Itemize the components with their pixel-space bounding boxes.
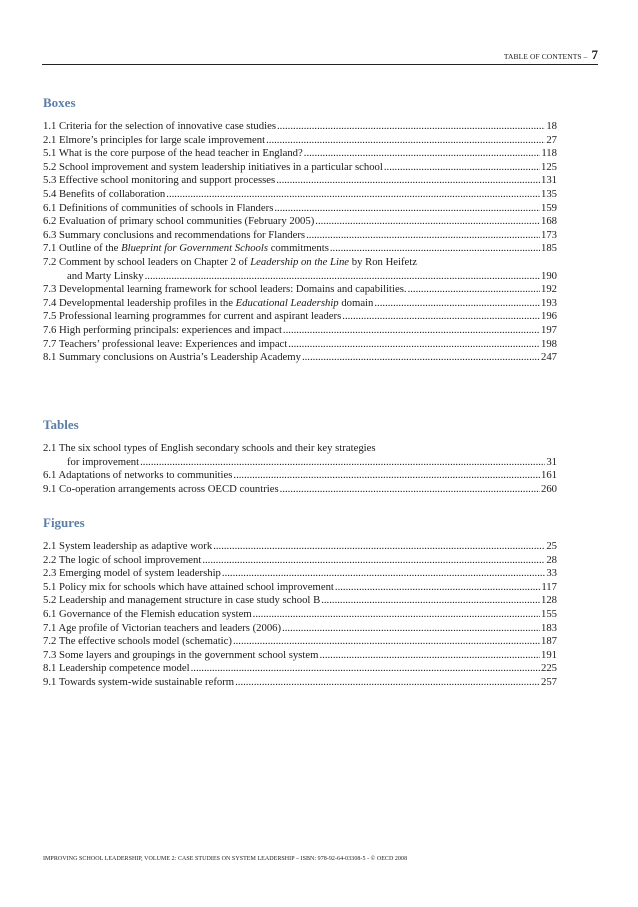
entry-page: 196	[540, 310, 557, 323]
tables-section	[43, 417, 557, 496]
entry-label	[43, 134, 265, 148]
toc-entry	[43, 676, 557, 690]
entry-text-pre: Developmental leadership profiles in the	[59, 296, 236, 309]
entry-page: 198	[540, 337, 557, 350]
entry-label	[43, 554, 201, 568]
toc-entry-row	[43, 297, 557, 311]
entry-text: Criteria for the selection of innovative case studies	[59, 120, 276, 132]
entry-number: 2.3	[43, 567, 57, 580]
entry-number: 2.1	[43, 442, 57, 454]
entry-page: 168	[540, 215, 557, 228]
entry-text: Effective school monitoring and support processes	[59, 174, 276, 187]
entry-page: 27	[546, 133, 557, 146]
entry-label	[43, 202, 273, 216]
entry-number: 2.2	[43, 553, 57, 566]
header-title: TABLE OF CONTENTS –	[503, 52, 588, 61]
entry-number: 7.4	[43, 296, 57, 309]
entry-page: 191	[540, 648, 557, 661]
tables-list	[43, 442, 557, 496]
entry-label	[43, 581, 334, 595]
entry-page: 173	[540, 228, 557, 241]
entry-text-italic: Leadership on the Line	[250, 255, 350, 268]
entry-text: The effective schools model (schematic)	[58, 635, 232, 648]
entry-label	[43, 297, 373, 311]
toc-entry-row	[43, 147, 557, 161]
entry-number: 7.3	[43, 283, 57, 296]
entry-text: System leadership as adaptive work	[59, 540, 213, 552]
toc-entry-row	[43, 202, 557, 216]
entry-number: 2.1	[43, 133, 57, 146]
entry-label	[43, 622, 281, 636]
entry-text: Developmental learning framework for school leaders: Domains and capabilities.	[59, 283, 407, 296]
toc-entry-row	[43, 188, 557, 202]
entry-text: Policy mix for schools which have attained school improvement	[59, 580, 334, 593]
entry-page: 192	[540, 283, 557, 296]
entry-text: What is the core purpose of the head teacher in England?	[58, 147, 303, 160]
entry-text-post: commitments	[268, 242, 329, 255]
dot-leader	[233, 469, 540, 483]
dot-leader	[276, 174, 540, 188]
dot-leader	[253, 608, 540, 622]
entry-label	[43, 540, 212, 554]
entry-page: 118	[541, 147, 557, 160]
entry-number: 7.1	[43, 621, 57, 634]
entry-label	[43, 283, 407, 297]
entry-page: 197	[540, 323, 557, 336]
boxes-section	[43, 95, 557, 365]
toc-entry	[43, 635, 557, 649]
entry-label	[43, 594, 320, 608]
entry-page: 183	[540, 621, 557, 634]
entry-page: 193	[540, 296, 557, 309]
entry-label	[43, 215, 314, 229]
entry-page: 257	[540, 675, 557, 688]
entry-label	[43, 567, 221, 581]
toc-entry-row	[43, 229, 557, 243]
toc-entry	[43, 161, 557, 175]
entry-text: Professional learning programmes for current and aspirant leaders	[59, 310, 342, 323]
entry-text: Benefits of collaboration	[59, 187, 166, 200]
entry-label	[43, 188, 165, 202]
entry-page: 161	[540, 469, 557, 482]
dot-leader	[319, 649, 540, 663]
running-header	[504, 47, 598, 63]
entry-page: 187	[540, 635, 557, 648]
toc-entry-row	[43, 662, 557, 676]
entry-page: 18	[546, 120, 557, 132]
dot-leader	[166, 188, 540, 202]
entry-number: 6.3	[43, 228, 57, 241]
entry-continuation: for improvement	[67, 455, 140, 468]
entry-page: 25	[546, 540, 557, 552]
entry-number: 6.1	[43, 201, 57, 214]
header-rule	[42, 64, 598, 65]
section-title-figures: Figures	[43, 515, 85, 530]
dot-leader	[282, 622, 540, 636]
dot-leader	[280, 483, 540, 497]
entry-text: Adaptations of networks to communities	[58, 469, 233, 482]
toc-entry	[43, 594, 557, 608]
entry-page: 155	[540, 607, 557, 620]
dot-leader	[315, 215, 540, 229]
toc-entry-row	[43, 554, 557, 568]
entry-text: Leadership and management structure in case study school B	[59, 594, 321, 607]
entry-number: 2.1	[43, 540, 57, 552]
entry-number: 8.1	[43, 351, 57, 364]
toc-entry-row	[43, 351, 557, 365]
toc-entry	[43, 147, 557, 161]
toc-entry-row	[43, 270, 557, 284]
entry-label	[43, 649, 318, 663]
entry-number: 7.6	[43, 323, 57, 336]
toc-entry-row	[43, 622, 557, 636]
entry-number: 1.1	[43, 120, 57, 132]
entry-text: Governance of the Flemish education system	[59, 607, 252, 620]
entry-page: 260	[540, 482, 557, 495]
dot-leader	[306, 229, 540, 243]
entry-number: 7.5	[43, 310, 57, 323]
entry-text-post: by Ron Heifetz	[349, 255, 418, 268]
entry-page: 128	[540, 594, 557, 607]
toc-entry-row	[43, 649, 557, 663]
entry-page: 225	[540, 662, 557, 675]
toc-entry-row	[43, 540, 557, 554]
dot-leader	[335, 581, 540, 595]
entry-text: Emerging model of system leadership	[59, 567, 221, 580]
dot-leader	[140, 456, 545, 470]
entry-text: The logic of school improvement	[58, 553, 202, 566]
dot-leader	[213, 540, 545, 554]
entry-page: 125	[540, 160, 557, 173]
toc-entry	[43, 215, 557, 229]
toc-entry	[43, 338, 557, 352]
entry-text: Teachers’ professional leave: Experiences and impact	[58, 337, 288, 350]
toc-entry	[43, 120, 557, 134]
toc-entry-row	[43, 283, 557, 297]
entry-page: 31	[546, 455, 557, 468]
toc-entry	[43, 540, 557, 554]
entry-label	[43, 161, 383, 175]
toc-entry-first-line	[43, 256, 557, 270]
toc-entry-row	[43, 324, 557, 338]
entry-number: 7.7	[43, 337, 57, 350]
boxes-list	[43, 120, 557, 365]
entry-text: Definitions of communities of schools in Flanders	[59, 201, 274, 214]
dot-leader	[266, 134, 545, 148]
toc-entry	[43, 649, 557, 663]
entry-label	[43, 229, 305, 243]
toc-entry	[43, 188, 557, 202]
entry-number: 7.2	[43, 255, 57, 268]
entry-text-post: domain	[338, 296, 374, 309]
dot-leader	[233, 635, 540, 649]
toc-entry	[43, 283, 557, 297]
toc-entry-row	[43, 456, 557, 470]
entry-text: Leadership competence model	[59, 662, 190, 675]
entry-number: 5.1	[43, 580, 57, 593]
dot-leader	[277, 120, 545, 134]
dot-leader	[374, 297, 540, 311]
entry-number: 5.2	[43, 160, 57, 173]
dot-leader	[384, 161, 540, 175]
entry-number: 6.1	[43, 607, 57, 620]
entry-label	[43, 483, 279, 497]
dot-leader	[302, 351, 540, 365]
toc-entry	[43, 351, 557, 365]
entry-number: 9.1	[43, 675, 57, 688]
entry-label	[43, 242, 329, 256]
figures-list	[43, 540, 557, 690]
entry-page: 247	[540, 351, 557, 364]
dot-leader	[408, 283, 540, 297]
page-number: 7	[591, 47, 598, 62]
entry-label	[43, 676, 234, 690]
entry-page: 33	[546, 567, 557, 580]
toc-entry	[43, 567, 557, 581]
toc-entry-row	[43, 310, 557, 324]
toc-entry	[43, 297, 557, 311]
toc-entry-first-line	[43, 442, 557, 456]
entry-text: Age profile of Victorian teachers and leaders (2006)	[58, 621, 282, 634]
toc-entry	[43, 310, 557, 324]
entry-text-pre: Outline of the	[59, 242, 122, 255]
toc-entry-row	[43, 676, 557, 690]
toc-entry	[43, 202, 557, 216]
entry-text: Evaluation of primary school communities (February 2005)	[59, 215, 315, 228]
entry-text: High performing principals: experiences and impact	[59, 323, 282, 336]
toc-entry	[43, 442, 557, 469]
entry-text: Some layers and groupings in the government school system	[59, 648, 319, 661]
toc-entry-row	[43, 174, 557, 188]
entry-text: Summary conclusions on Austria’s Leadership Academy	[59, 351, 301, 364]
entry-label	[43, 469, 232, 483]
entry-number: 5.2	[43, 594, 57, 607]
dot-leader	[342, 310, 540, 324]
section-title-tables: Tables	[43, 417, 79, 432]
entry-text: Elmore’s principles for large scale improvement	[59, 133, 266, 146]
dot-leader	[274, 202, 540, 216]
entry-number: 5.3	[43, 174, 57, 187]
entry-page: 185	[540, 242, 557, 255]
toc-entry-row	[43, 594, 557, 608]
entry-text-pre: Comment by school leaders on Chapter 2 of	[59, 255, 251, 268]
entry-number: 6.2	[43, 215, 57, 228]
entry-label	[43, 635, 232, 649]
toc-entry-row	[43, 338, 557, 352]
figures-section	[43, 515, 557, 690]
entry-text-italic: Blueprint for Government Schools	[121, 242, 269, 255]
entry-label	[43, 324, 282, 338]
toc-entry-row	[43, 581, 557, 595]
entry-page: 28	[546, 553, 557, 566]
dot-leader	[283, 324, 540, 338]
dot-leader	[222, 567, 545, 581]
toc-entry-row	[43, 567, 557, 581]
dot-leader	[288, 338, 540, 352]
entry-label	[43, 351, 301, 365]
entry-page: 159	[540, 201, 557, 214]
toc-entry	[43, 242, 557, 256]
entry-text: Towards system-wide sustainable reform	[58, 675, 235, 688]
toc-entry-row	[43, 483, 557, 497]
toc-entry-row	[43, 134, 557, 148]
entry-number: 7.2	[43, 635, 57, 648]
toc-entry	[43, 483, 557, 497]
entry-number: 9.1	[43, 482, 57, 495]
dot-leader	[304, 147, 541, 161]
entry-number: 8.1	[43, 662, 57, 675]
entry-label	[43, 147, 303, 161]
entry-page: 131	[540, 174, 557, 187]
toc-entry	[43, 174, 557, 188]
entry-label	[43, 608, 252, 622]
toc-entry	[43, 662, 557, 676]
entry-number: 7.1	[43, 242, 57, 255]
entry-number: 7.3	[43, 648, 57, 661]
toc-entry	[43, 256, 557, 283]
entry-text: School improvement and system leadership initiatives in a particular school	[59, 160, 383, 173]
entry-page: 135	[540, 187, 557, 200]
toc-entry	[43, 134, 557, 148]
dot-leader	[202, 554, 545, 568]
toc-entry-row	[43, 635, 557, 649]
entry-continuation: and Marty Linsky	[67, 269, 144, 282]
entry-number: 5.1	[43, 147, 57, 160]
dot-leader	[191, 662, 540, 676]
entry-label	[43, 310, 341, 324]
dot-leader	[330, 242, 540, 256]
toc-entry-row	[43, 608, 557, 622]
entry-page: 190	[540, 269, 557, 282]
entry-number: 6.1	[43, 469, 57, 482]
entry-label	[43, 120, 276, 134]
entry-text: The six school types of English secondary schools and their key strategies	[58, 442, 376, 454]
toc-entry	[43, 229, 557, 243]
toc-entry-row	[43, 120, 557, 134]
toc-entry-row	[43, 215, 557, 229]
toc-entry	[43, 324, 557, 338]
toc-entry-row	[43, 242, 557, 256]
entry-label	[43, 662, 190, 676]
toc-entry	[43, 581, 557, 595]
entry-text: Co-operation arrangements across OECD countries	[59, 482, 279, 495]
dot-leader	[235, 676, 540, 690]
toc-entry	[43, 608, 557, 622]
entry-label	[43, 338, 287, 352]
toc-entry-row	[43, 469, 557, 483]
dot-leader	[321, 594, 540, 608]
entry-page: 117	[541, 580, 557, 593]
toc-entry	[43, 622, 557, 636]
entry-number: 5.4	[43, 187, 57, 200]
dot-leader	[145, 270, 540, 284]
page-footer: IMPROVING SCHOOL LEADERSHIP, VOLUME 2: CASE STUDIES ON SYSTEM LEADERSHIP – ISBN: 978-92-64-03308-5 - © OECD 2008	[43, 856, 408, 862]
toc-entry	[43, 554, 557, 568]
toc-entry-row	[43, 161, 557, 175]
toc-entry	[43, 469, 557, 483]
section-title-boxes: Boxes	[43, 95, 76, 110]
entry-text-italic: Educational Leadership	[235, 296, 339, 309]
entry-text: Summary conclusions and recommendations for Flanders	[59, 228, 306, 241]
entry-label	[43, 174, 275, 188]
